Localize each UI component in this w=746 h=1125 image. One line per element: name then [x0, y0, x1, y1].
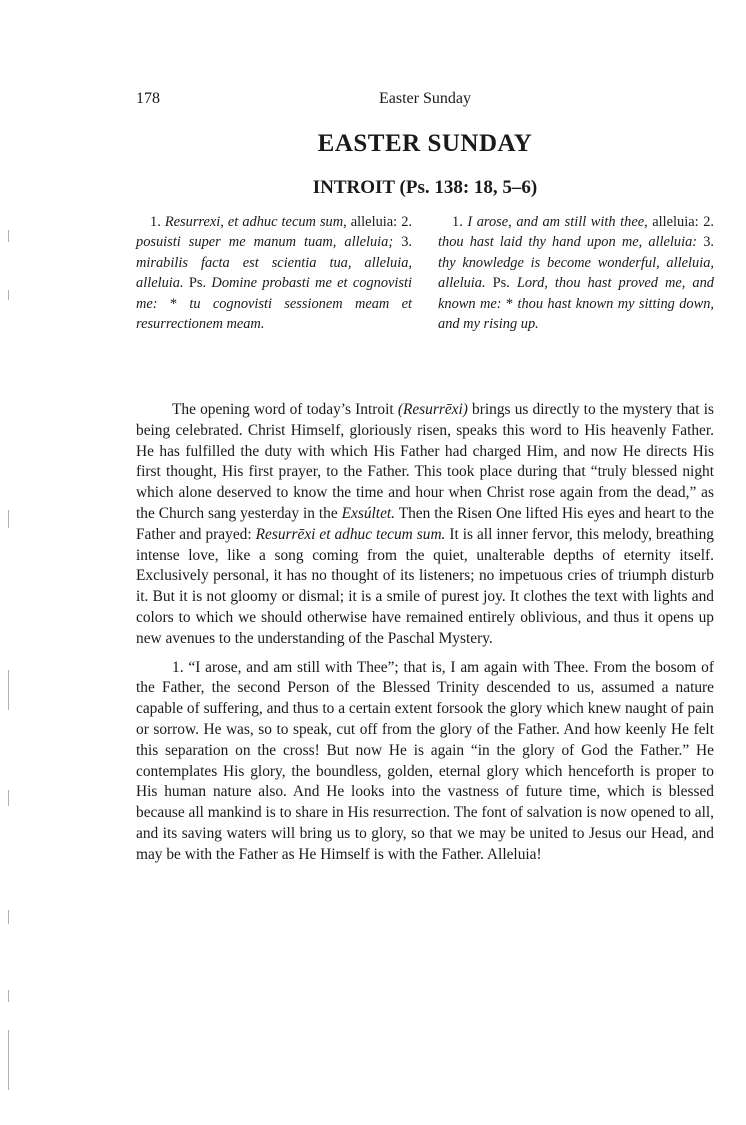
latin-paragraph: 1. Resurrexi, et adhuc tecum sum, alleluia: 2. posuisti super me manum tuam, alleluia; 3. mirabilis facta est scientia tua, alleluia, alleluia. Ps. Domine probasti me et cognovisti me: * tu cognovisti sessionem meam et resurrectionem meam. [136, 214, 412, 333]
commentary-text [136, 400, 714, 874]
page-number: 178 [136, 90, 160, 107]
section-heading: INTROIT (Ps. 138: 18, 5–6) [312, 177, 538, 198]
english-paragraph: 1. I arose, and am still with thee, alleluia: 2. thou hast laid thy hand upon me, alleluia: 3. thy knowledge is become wonderful, alleluia, alleluia. Ps. Lord, thou hast proved me, and known me: * thou hast known my sitting down, and my rising up. [438, 214, 714, 333]
english-column [438, 212, 714, 334]
commentary-paragraph-1: The opening word of today’s Introit (Resurrēxi) brings us directly to the mystery that is being celebrated. Christ Himself, gloriously risen, speaks this word to His heavenly Father. He has fulfilled the duty with which His Father had charged Him, and now He directs His first thought, His first prayer, to the Father. This took place during that “truly blessed night which alone deserved to know the time and hour when Christ rose again from the dead,” as the Church sang yesterday in the Exsúltet. Then the Risen One lifted His eyes and heart to the Father and prayed: Resurrēxi et adhuc tecum sum. It is all inner fervor, this melody, breathing intense love, like a song coming from the quiet, unalterable depths of eternity itself. Exclusively personal, it has no thought of its listeners; no impetuous cries of triumph disturb it. But it is not gloomy or dismal; it is a smile of purest joy. It clothes the text with lights and colors to which we should otherwise have remained entirely oblivious, and thus it opens up new avenues to the understanding of the Paschal Mystery. [136, 401, 714, 647]
commentary-paragraph-2: 1. “I arose, and am still with Thee”; that is, I am again with Thee. From the bosom of the Father, the second Person of the Blessed Trinity descended to us, assumed a nature capable of suffering, and thus to a certain extent forsook the glory which knew naught of pain or sorrow. He was, so to speak, cut off from the glory of the Father. And how keenly He felt this separation on the cross! But now He is again “in the glory of God the Father.” He contemplates His glory, the boundless, golden, eternal glory which henceforth is proper to His human nature also. And He looks into the vastness of future time, which is blessed because all mankind is to share in His resurrection. The font of salvation is now opened to all, and its saving waters will bring us to glory, so that we may be united to Jesus our Head, and may be with the Father as He Himself is with the Father. Alleluia! [136, 658, 715, 863]
page-title: EASTER SUNDAY [317, 130, 533, 157]
scan-margin-marks [8, 230, 10, 1090]
running-head [136, 90, 714, 112]
latin-column [136, 212, 412, 334]
running-title: Easter Sunday [379, 90, 471, 107]
